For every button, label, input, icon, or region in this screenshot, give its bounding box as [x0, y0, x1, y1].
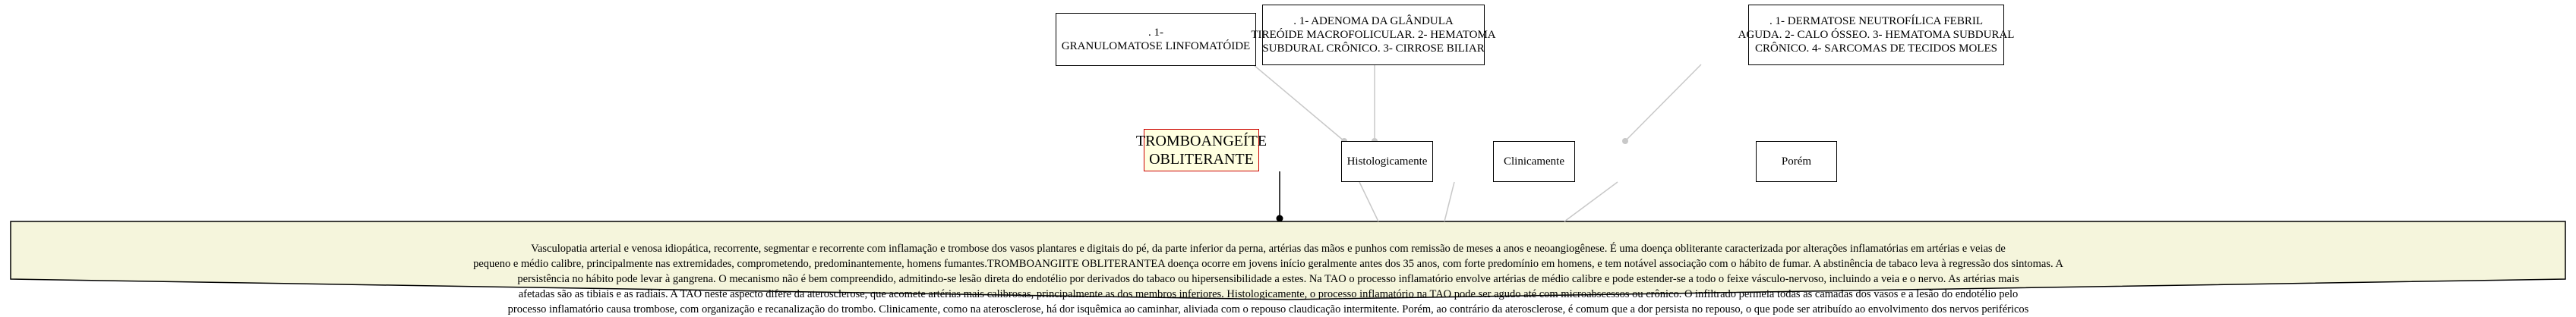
connector-label: Histologicamente: [1346, 155, 1428, 168]
body-line: afetadas são as tibiais e as radiais. A TAO neste aspecto difere da aterosclerose, que acomete artérias mais calibrosas, principalmente as dos membros inferiores. Histologicamente, o processo inflamatório na TAO pode ser agudo até com microabscessos ou crônico. O infiltrado permeia todas as camadas dos vasos e a lesão do endotélio pelo: [518, 288, 2019, 300]
body-line: pequeno e médio calibre, principalmente nas extremidades, comprometendo, predominantemente, homens fumantes.TROMBOANGIITE OBLITERANTEA doença ocorre em jovens início geralmente antes dos 35 anos, com forte predomínio em homens, e tem notável associação com o hábito de fumar. A abstinência de tabaco leva à regressão dos sintomas. A: [473, 258, 2063, 270]
body-line: Vasculopatia arterial e venosa idiopática, recorrente, segmentar e recorrente com inflamação e trombose dos vasos plantares e digitais do pé, da parte inferior da perna, artérias das mãos e punhos com remissão de meses a anos e neoangiogênese. É uma doença obliterante caracterizada por alterações inflamatórias em artérias e veias de: [531, 243, 2006, 255]
connector-label: Clinicamente: [1504, 155, 1564, 168]
link-note3-dot: [1622, 138, 1628, 144]
note-line: SUBDURAL CRÔNICO. 3- CIRROSE BILIAR: [1262, 42, 1485, 55]
body-line: processo inflamatório causa trombose, com organização e recanalização do trombo. Clinicamente, como na aterosclerose, há dor isquêmica ao caminhar, aliviada com o repouso claudicação intermitente. Porém, ao contrário da aterosclerose, é comum que a dor persista no repouso, o que pode ser atribuído ao envolvimento dos nervos periféricos: [507, 303, 2029, 315]
link-histologicamente-body: [1359, 182, 1378, 221]
note-line: . 1-: [1148, 27, 1163, 39]
note-line: TIREÓIDE MACROFOLICULAR. 2- HEMATOMA: [1251, 29, 1496, 41]
note-histologicamente[interactable]: [1056, 13, 1256, 66]
body-text: [357, 241, 2180, 317]
note-line: . 1- DERMATOSE NEUTROFÍLICA FEBRIL: [1769, 15, 1983, 27]
note-clinicamente[interactable]: [1251, 5, 1496, 65]
note-line: AGUDA. 2- CALO ÓSSEO. 3- HEMATOMA SUBDURAL: [1738, 29, 2015, 41]
note-line: GRANULOMATOSE LINFOMATÓIDE: [1061, 40, 1251, 52]
link-note1: [1253, 64, 1344, 141]
note-porem[interactable]: [1738, 5, 2015, 65]
connector-label: Porém: [1781, 155, 1812, 168]
connector-clinicamente[interactable]: [1493, 141, 1575, 182]
title-node[interactable]: [1135, 129, 1267, 171]
link-porem-body: [1564, 182, 1618, 221]
link-clinicamente-body: [1444, 182, 1454, 221]
connector-histologicamente[interactable]: [1341, 141, 1433, 182]
title-line: OBLITERANTE: [1149, 151, 1254, 168]
title-line: TROMBOANGEÍTE: [1135, 133, 1267, 149]
note-line: . 1- ADENOMA DA GLÂNDULA: [1293, 15, 1454, 27]
title-connector-dot: [1277, 215, 1283, 222]
link-note3: [1625, 64, 1701, 141]
connector-porem[interactable]: [1756, 141, 1837, 182]
body-line: persistência no hábito pode levar à gangrena. O mecanismo não é bem compreendido, admitindo-se lesão direta do endotélio por derivados do tabaco ou hipersensibilidade a estes. Na TAO o processo inflamatório envolve artérias de médio calibre e pode estender-se a todo o feixe vásculo-nervoso, incluindo a veia e o nervo. As artérias mais: [517, 273, 2019, 285]
note-line: CRÔNICO. 4- SARCOMAS DE TECIDOS MOLES: [1755, 42, 1997, 55]
